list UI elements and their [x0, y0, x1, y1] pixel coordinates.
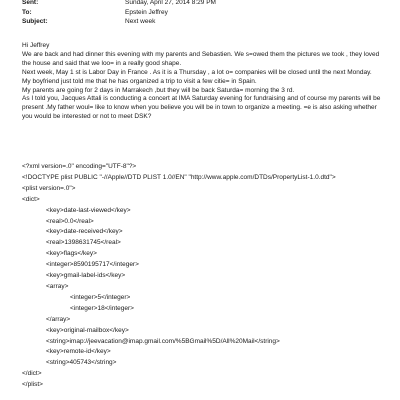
- sent-label: Sent:: [22, 0, 39, 6]
- plist-line: <key>original-mailbox</key>: [46, 326, 129, 334]
- plist-line: <key>flags</key>: [46, 250, 97, 258]
- body-paragraph: As I told you, Jacques Attali is conducting a concert at IMA Saturday evening for fundraising and of course my parents will be present .My father woul= like to know when you believe you will be in town to organize a meeting. =e is also asking whether you would be interested or not to meet DSK?: [22, 95, 381, 121]
- subject-label: Subject:: [22, 18, 48, 25]
- plist-line: <integer>18</integer>: [70, 304, 134, 312]
- plist-line: <real>0.0</real>: [46, 217, 94, 225]
- plist-line: <key>gmail-label-ids</key>: [46, 272, 126, 280]
- plist-line: </array>: [46, 315, 71, 323]
- plist-line: <string>imap://jeevacation@imap.gmail.com/%5BGmail%5D/All%20Mail</string>: [46, 337, 280, 345]
- body-paragraph: My boyfriend just told me that he has organized a trip to visit a few citie= in Spain.: [22, 77, 257, 85]
- plist-line: <!DOCTYPE plist PUBLIC "-//Apple//DTD PLIST 1.0//EN" "http://www.apple.com/DTDs/PropertyList-1.0.dtd">: [22, 173, 336, 181]
- plist-line: <string>405743</string>: [46, 359, 117, 367]
- sent-value: Sunday, April 27, 2014 8:29 PM: [125, 0, 216, 6]
- to-row: [22, 8, 382, 18]
- email-body: [22, 42, 386, 122]
- to-value: Epstein Jeffrey: [125, 8, 168, 16]
- plist-line: <key>date-last-viewed</key>: [46, 206, 131, 214]
- sent-row: [22, 0, 382, 8]
- plist-line: </dict>: [22, 370, 42, 378]
- body-paragraph: Next week, May 1 st is Labor Day in France . As it is a Thursday , a lot o= companies will be closed until the next Monday.: [22, 68, 372, 76]
- subject-row: [22, 17, 382, 27]
- plist-line: <integer>5</integer>: [70, 293, 131, 301]
- plist-line: <key>remote-id</key>: [46, 348, 111, 356]
- plist-block: [22, 162, 392, 391]
- plist-line: </plist>: [22, 381, 43, 389]
- body-paragraph: My parents are going for 2 days in Marrakech ,but they will be back Saturda= morning the 3 rd.: [22, 86, 295, 94]
- greeting: Hi Jeffrey: [22, 42, 50, 49]
- email-header: [22, 0, 382, 27]
- body-paragraph: We are back and had dinner this evening with my parents and Sebastien. We s=owed them the pictures we took , they loved the house and said that we loo= in a really good shape.: [22, 50, 380, 67]
- subject-value: Next week: [125, 18, 156, 25]
- plist-line: <real>1398631745</real>: [46, 239, 121, 247]
- to-label: To:: [22, 8, 32, 16]
- plist-line: <array>: [46, 282, 69, 290]
- plist-line: <plist version=.0">: [22, 184, 76, 192]
- plist-line: <?xml version=.0" encoding="UTF-8"?>: [22, 163, 137, 170]
- plist-line: <key>date-received</key>: [46, 228, 123, 236]
- plist-line: <dict>: [22, 195, 40, 203]
- plist-line: <integer>8590195717</integer>: [46, 261, 139, 269]
